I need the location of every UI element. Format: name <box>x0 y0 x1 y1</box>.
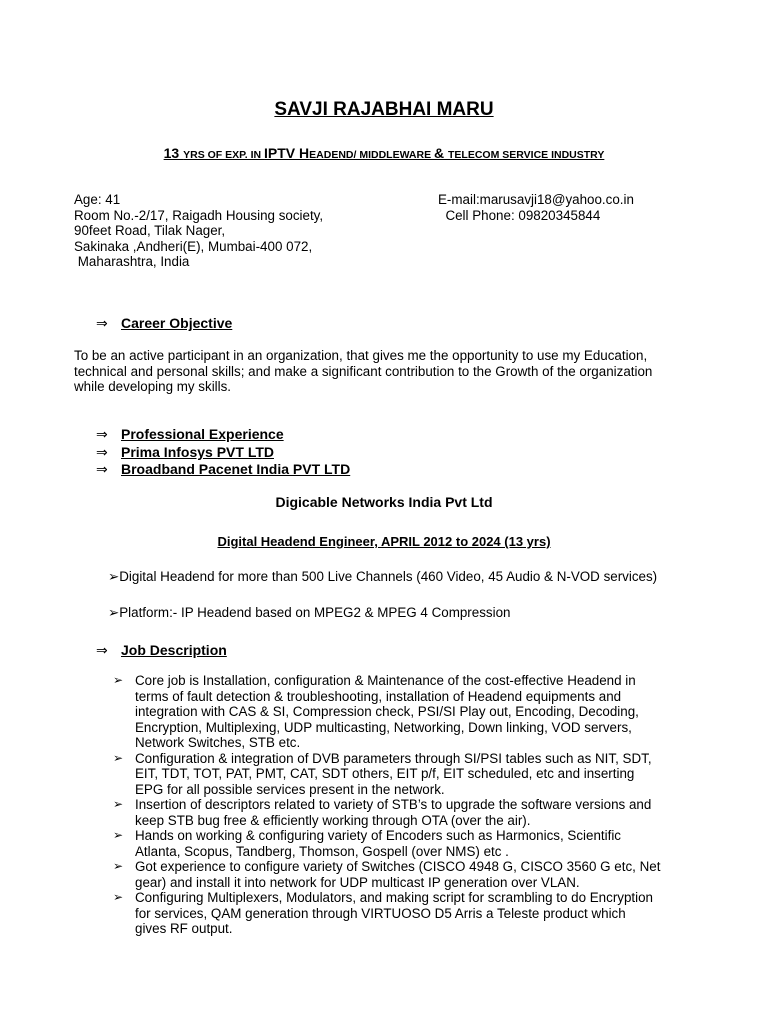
career-objective-line: technical and personal skills; and make a significant contribution to the Growth of the organization <box>74 363 653 379</box>
subtitle-part: IPTV H <box>264 145 310 161</box>
arrowhead-bullet-icon: ➢ <box>113 828 124 842</box>
subtitle-part: TELECOM SERVICE INDUSTRY <box>448 149 605 161</box>
experience-item-text: Prima Infosys PVT LTD <box>121 444 274 460</box>
list-item-line: Configuration & integration of DVB parameters through SI/PSI tables such as NIT, SDT, <box>135 750 652 766</box>
subtitle-part: EADEND/ MIDDLEWARE <box>309 149 434 161</box>
experience-highlight <box>108 605 510 621</box>
contact-address-line: 90feet Road, Tilak Nager, <box>74 223 226 238</box>
list-item-line: keep STB bug free & efficiently working through OTA (over the air). <box>135 812 531 828</box>
job-description-heading <box>96 642 227 659</box>
list-item-line: EPG for all possible services present in the network. <box>135 781 445 797</box>
contact-address-line: Maharashtra, India <box>74 254 190 269</box>
career-objective-line: while developing my skills. <box>74 379 232 394</box>
list-item-line: terms of fault detection & troubleshooting, installation of Headend equipments and <box>135 688 622 704</box>
list-item-line: gear) and install it into network for UDP multicast IP generation over VLAN. <box>135 874 580 890</box>
company-heading: Digicable Networks India Pvt Ltd <box>275 494 493 510</box>
double-arrow-icon: ⇒ <box>96 444 108 460</box>
contact-address-line: Sakinaka ,Andheri(E), Mumbai-400 072, <box>74 238 313 254</box>
list-item <box>113 751 713 798</box>
contact-phone: Cell Phone: 09820345844 <box>438 207 601 223</box>
arrowhead-bullet-icon: ➢ <box>113 750 124 765</box>
arrowhead-bullet-icon: ➢ <box>113 859 124 873</box>
list-item <box>113 828 713 859</box>
candidate-subtitle <box>0 145 768 163</box>
subtitle-part: YRS OF EXP. IN <box>183 149 265 161</box>
professional-experience-heading <box>96 426 284 443</box>
job-description-list <box>113 673 713 937</box>
experience-item-text: Broadband Pacenet India PVT LTD <box>121 461 351 477</box>
double-arrow-icon: ⇒ <box>96 642 108 658</box>
career-objective-text <box>74 348 714 395</box>
list-item-line: Configuring Multiplexers, Modulators, and making script for scrambling to do Encryption <box>135 890 654 905</box>
arrowhead-bullet-icon: ➢ <box>113 890 124 904</box>
list-item-line: EIT, TDT, TOT, PAT, PMT, CAT, SDT others, EIT p/f, EIT scheduled, etc and inserting <box>135 766 635 781</box>
arrowhead-bullet-icon: ➢ <box>108 605 120 620</box>
arrowhead-bullet-icon: ➢ <box>113 673 124 687</box>
list-item-line: Encryption, Multiplexing, UDP multicasting, Networking, Down linking, VOD servers, <box>135 719 632 735</box>
experience-highlight-text: Digital Headend for more than 500 Live Channels (460 Video, 45 Audio & N-VOD services) <box>119 569 658 584</box>
subtitle-part: 13 <box>163 145 184 161</box>
career-objective-heading-text: Career Objective <box>121 315 233 331</box>
contact-address-block <box>74 192 323 270</box>
candidate-name: SAVJI RAJABHAI MARU <box>274 99 494 120</box>
experience-highlight-text: Platform:- IP Headend based on MPEG2 & MPEG 4 Compression <box>119 605 511 620</box>
list-item <box>113 859 713 890</box>
subtitle-part: & <box>434 145 448 161</box>
list-item-line: Insertion of descriptors related to variety of STB’s to upgrade the software versions and <box>135 797 652 812</box>
contact-age: Age: 41 <box>74 192 121 207</box>
contact-info-block <box>438 192 634 223</box>
list-item-line: Core job is Installation, configuration & Maintenance of the cost-effective Headend in <box>135 673 636 688</box>
contact-email: E-mail:marusavji18@yahoo.co.in <box>438 192 634 207</box>
experience-company-pacenet <box>96 461 350 478</box>
contact-address-line: Room No.-2/17, Raigadh Housing society, <box>74 207 324 223</box>
double-arrow-icon: ⇒ <box>96 315 108 331</box>
list-item-line: integration with CAS & SI, Compression check, PSI/SI Play out, Encoding, Decoding, <box>135 704 639 719</box>
list-item <box>113 890 713 937</box>
arrowhead-bullet-icon: ➢ <box>113 797 124 811</box>
double-arrow-icon: ⇒ <box>96 461 108 477</box>
list-item <box>113 797 713 828</box>
list-item-line: Network Switches, STB etc. <box>135 735 301 750</box>
list-item-line: Got experience to configure variety of Switches (CISCO 4948 G, CISCO 3560 G etc, Net <box>135 859 661 874</box>
role-heading: Digital Headend Engineer, APRIL 2012 to 2024 (13 yrs) <box>217 534 551 549</box>
career-objective-line: To be an active participant in an organization, that gives me the opportunity to use my Education, <box>74 348 648 363</box>
double-arrow-icon: ⇒ <box>96 426 108 442</box>
career-objective-heading <box>96 315 232 332</box>
arrowhead-bullet-icon: ➢ <box>108 569 120 584</box>
experience-company-prima <box>96 444 274 461</box>
experience-item-text: Professional Experience <box>121 426 284 442</box>
job-description-heading-text: Job Description <box>121 642 227 658</box>
list-item-line: Atlanta, Scopus, Tandberg, Thomson, Gospell (over NMS) etc . <box>135 843 509 859</box>
list-item-line: for services, QAM generation through VIRTUOSO D5 Arris a Teleste product which <box>135 905 626 921</box>
list-item-line: Hands on working & configuring variety of Encoders such as Harmonics, Scientific <box>135 828 622 843</box>
experience-highlight <box>108 569 657 585</box>
list-item <box>113 673 713 751</box>
list-item-line: gives RF output. <box>135 921 233 936</box>
